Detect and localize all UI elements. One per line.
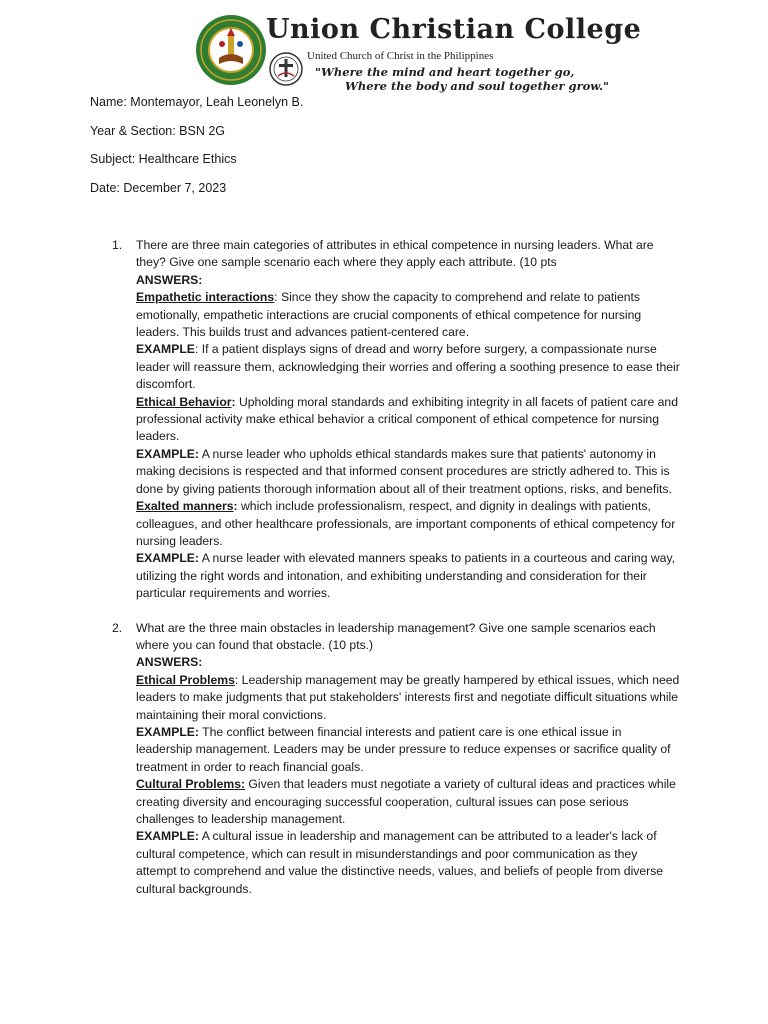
question-number: 2.: [112, 620, 123, 635]
student-info: [90, 94, 303, 208]
college-name: Union Christian College: [266, 14, 642, 45]
attribute-paragraph: [136, 394, 680, 446]
example-paragraph: [136, 724, 680, 776]
question-2: [112, 620, 680, 899]
attribute-label: Empathetic interactions: [136, 290, 275, 305]
subject: Subject: Healthcare Ethics: [90, 152, 237, 166]
attribute-paragraph: [136, 498, 680, 550]
example-paragraph: [136, 446, 680, 498]
attribute-label: Ethical Behavior: [136, 394, 232, 409]
example-paragraph: [136, 341, 680, 393]
obstacle-description: Given that leaders must negotiate a variety of cultural ideas and practices while creating diversity and encouraging successful cooperation, cultural issues can pose serious challenges to leadership management.: [136, 777, 676, 826]
obstacle-label: Ethical Problems: [136, 672, 235, 687]
example-text: If a patient displays signs of dread and worry before surgery, a compassionate nurse leader will reassure them, acknowledging their worries and offering a soothing presence to ease their discomfort.: [136, 342, 680, 392]
church-emblem-icon: [268, 48, 304, 90]
example-label: EXAMPLE:: [136, 446, 199, 461]
example-text: A nurse leader who upholds ethical standards makes sure that patients' autonomy in making decisions is respected and that informed consent procedures are strictly adhered to. This is done by giving patients thorough information about all of their treatment options, risks, and benefits.: [136, 446, 672, 496]
date: Date: December 7, 2023: [90, 180, 227, 195]
obstacle-paragraph: [136, 672, 680, 724]
label-separator: :: [234, 672, 239, 687]
example-paragraph: [136, 550, 680, 602]
example-separator: :: [194, 342, 199, 357]
obstacle-label: Cultural Problems:: [136, 777, 246, 792]
label-separator: :: [233, 499, 238, 514]
college-seal-icon: [195, 14, 267, 86]
attribute-paragraph: [136, 289, 680, 341]
motto-line-2: Where the body and soul together grow.": [345, 79, 610, 93]
attribute-description: which include professionalism, respect, and dignity in dealings with patients, colleagues, and other healthcare professionals, are important components of ethical competency for nursing leaders.: [136, 499, 676, 548]
college-motto: [315, 65, 609, 93]
answers-label: ANSWERS:: [136, 272, 203, 287]
attribute-description: Since they show the capacity to comprehend and relate to patients emotionally, empathetic interactions are crucial components of ethical competence for nursing leaders. This builds trust and advances patient-centered care.: [136, 290, 642, 340]
example-label: EXAMPLE:: [136, 829, 199, 844]
example-label: EXAMPLE:: [136, 551, 199, 566]
letterhead: [190, 10, 642, 93]
label-separator: :: [231, 394, 236, 409]
church-affiliation: United Church of Christ in the Philippines: [307, 50, 494, 62]
example-text: The conflict between financial interests and patient care is one ethical issue in leadership management. Leaders may be under pressure to reduce expenses or sacrifice quality of treatment in order to reach financial goals.: [136, 724, 671, 774]
question-list: [112, 237, 680, 898]
obstacle-paragraph: [136, 776, 680, 828]
example-paragraph: [136, 828, 680, 898]
example-text: A nurse leader with elevated manners speaks to patients in a courteous and caring way, utilizing the right words and intonation, and exhibiting understanding and consideration for their particular requirements and worries.: [136, 551, 676, 601]
attribute-label: Exalted manners: [136, 499, 234, 514]
question-text: There are three main categories of attributes in ethical competence in nursing leaders. What are they? Give one sample scenario each where they apply each attribute. (10 pts: [136, 238, 654, 270]
obstacle-description: Leadership management may be greatly hampered by ethical issues, which need leaders to make judgments that put stakeholders' interests first and negotiate difficult situations while maintaining their moral convictions.: [136, 672, 680, 722]
example-text: A cultural issue in leadership and management can be attributed to a leader's lack of cultural competence, which can result in misunderstandings and poor communication as they attempt to comprehend and value the distinctive needs, values, and beliefs of people from diverse cultural backgrounds.: [136, 829, 664, 896]
question-number: 1.: [112, 238, 123, 252]
attribute-description: Upholding moral standards and exhibiting integrity in all facets of patient care and professional activity make ethical behavior a critical component of ethical competence for nursing leaders.: [136, 394, 678, 444]
example-label: EXAMPLE:: [136, 724, 199, 739]
example-label: EXAMPLE: [136, 342, 195, 357]
answers-label: ANSWERS:: [136, 655, 203, 670]
year-section: Year & Section: BSN 2G: [90, 123, 226, 138]
question-1: [112, 237, 680, 603]
motto-line-1: "Where the mind and heart together go,: [315, 65, 575, 79]
question-text: What are the three main obstacles in leadership management? Give one sample scenarios each where you can found that obstacle. (10 pts.): [136, 620, 656, 652]
label-separator: :: [274, 290, 278, 305]
student-name: Name: Montemayor, Leah Leonelyn B.: [90, 95, 304, 109]
